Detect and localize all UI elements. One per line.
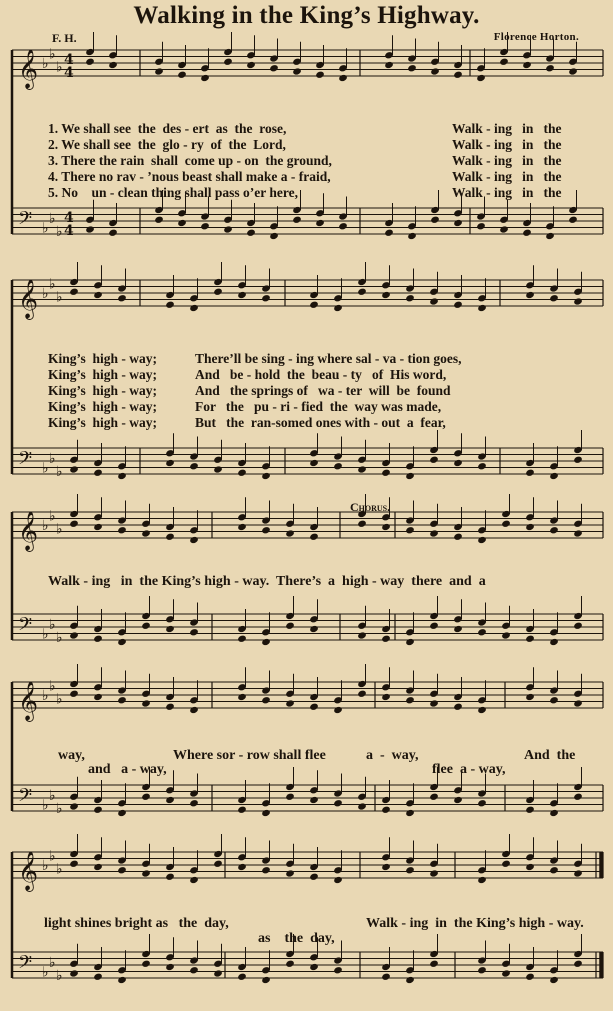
flat-icon: ♭ — [42, 797, 49, 814]
notehead — [117, 638, 127, 646]
notehead — [189, 462, 199, 470]
notehead — [285, 960, 295, 968]
notehead — [189, 799, 199, 807]
notehead — [200, 74, 210, 82]
notehead — [154, 216, 164, 224]
notehead — [477, 706, 487, 714]
notehead — [292, 67, 302, 75]
verse-4-line-2a: King’s high - way; — [48, 399, 158, 414]
notehead — [549, 526, 559, 534]
notehead — [189, 628, 199, 636]
flat-icon: ♭ — [49, 276, 56, 293]
verse-5-line-2b: But the ran-somed ones with - out a fear, — [195, 415, 446, 430]
notehead — [405, 472, 415, 480]
flat-icon: ♭ — [56, 800, 63, 817]
notehead — [405, 866, 415, 874]
notehead — [453, 459, 463, 467]
notehead — [315, 219, 325, 227]
flat-icon: ♭ — [49, 616, 56, 633]
notehead — [357, 690, 367, 698]
notehead — [405, 976, 415, 984]
notehead — [237, 291, 247, 299]
notehead — [93, 291, 103, 299]
notehead — [549, 866, 559, 874]
notehead — [453, 703, 463, 711]
notehead — [237, 523, 247, 531]
notehead — [165, 533, 175, 541]
notehead — [189, 966, 199, 974]
flat-icon: ♭ — [56, 967, 63, 984]
notehead — [384, 229, 394, 237]
notehead — [237, 973, 247, 981]
notehead — [93, 693, 103, 701]
notehead — [117, 809, 127, 817]
flat-icon: ♭ — [42, 964, 49, 981]
notehead — [549, 696, 559, 704]
notehead — [165, 963, 175, 971]
notehead — [141, 793, 151, 801]
notehead — [453, 301, 463, 309]
flat-icon: ♭ — [42, 688, 49, 704]
flat-icon: ♭ — [56, 463, 63, 480]
chorus-line-2b: Where sor - row shall flee — [173, 748, 326, 763]
bass-clef-icon: 𝄢 — [18, 208, 33, 234]
notehead — [357, 520, 367, 528]
flat-icon: ♭ — [49, 46, 56, 63]
flat-icon: ♭ — [42, 858, 49, 874]
flat-icon: ♭ — [56, 861, 63, 878]
notehead — [154, 67, 164, 75]
notehead — [189, 706, 199, 714]
chorus-line-2a: way, — [58, 748, 85, 763]
notehead — [261, 809, 271, 817]
chorus-label: Chorus. — [350, 500, 391, 514]
notehead — [177, 219, 187, 227]
flat-icon: ♭ — [56, 223, 63, 240]
notehead — [246, 61, 256, 69]
notehead — [285, 699, 295, 707]
treble-clef-icon: 𝄞 — [18, 49, 39, 89]
flat-icon: ♭ — [42, 286, 49, 302]
hymn-title: Walking in the King’s Highway. — [133, 2, 480, 29]
bass-clef-icon: 𝄢 — [18, 448, 33, 474]
notehead — [315, 71, 325, 79]
notehead — [333, 462, 343, 470]
notehead — [405, 294, 415, 302]
time-signature: 4 — [64, 65, 74, 81]
notehead — [525, 863, 535, 871]
notehead — [477, 536, 487, 544]
notehead — [525, 806, 535, 814]
verse-1-line-1: 1. We shall see the des - ert as the rose, — [48, 121, 287, 136]
notehead — [213, 465, 223, 473]
verse-4-line-1-end: Walk - ing in the — [452, 169, 562, 184]
notehead — [407, 64, 417, 72]
lyricist-credit: Florence Horton. — [493, 31, 579, 43]
notehead — [165, 703, 175, 711]
notehead — [141, 699, 151, 707]
notehead — [108, 229, 118, 237]
notehead — [200, 222, 210, 230]
notehead — [453, 219, 463, 227]
notehead — [117, 976, 127, 984]
notehead — [261, 472, 271, 480]
notehead — [453, 625, 463, 633]
chorus-line-2d: And the — [524, 748, 576, 763]
notehead — [573, 869, 583, 877]
notehead — [430, 67, 440, 75]
notehead — [381, 806, 391, 814]
notehead — [223, 225, 233, 233]
flat-icon: ♭ — [49, 787, 56, 804]
notehead — [549, 294, 559, 302]
notehead — [285, 793, 295, 801]
chorus-line-3a: light shines bright as the day, — [44, 916, 229, 931]
notehead — [261, 526, 271, 534]
notehead — [573, 793, 583, 801]
notehead — [429, 960, 439, 968]
notehead — [269, 64, 279, 72]
chorus-line-3b: Walk - ing in the King’s high - way. — [366, 916, 584, 931]
notehead — [285, 869, 295, 877]
notehead — [93, 635, 103, 643]
notehead — [357, 802, 367, 810]
notehead — [525, 469, 535, 477]
flat-icon: ♭ — [42, 518, 49, 534]
flat-icon: ♭ — [56, 59, 63, 76]
verse-5-line-1: 5. No un - clean thing shall pass o’er here, — [48, 185, 299, 200]
notehead — [285, 529, 295, 537]
notehead — [309, 963, 319, 971]
notehead — [165, 301, 175, 309]
notehead — [237, 635, 247, 643]
notehead — [165, 796, 175, 804]
notehead — [429, 456, 439, 464]
notehead — [117, 866, 127, 874]
verse-2-line-1-end: Walk - ing in the — [452, 137, 562, 152]
notehead — [213, 288, 223, 296]
notehead — [476, 222, 486, 230]
notehead — [429, 699, 439, 707]
notehead — [285, 622, 295, 630]
notehead — [333, 966, 343, 974]
notehead — [269, 232, 279, 240]
notehead — [525, 635, 535, 643]
notehead — [69, 631, 79, 639]
notehead — [430, 216, 440, 224]
notehead — [381, 863, 391, 871]
notehead — [499, 225, 509, 233]
time-signature: 4 — [64, 223, 74, 239]
notehead — [381, 635, 391, 643]
notehead — [429, 793, 439, 801]
notehead — [333, 799, 343, 807]
notehead — [477, 799, 487, 807]
verse-3-line-2b: And the springs of wa - ter will be found — [195, 383, 451, 398]
notehead — [429, 297, 439, 305]
notehead — [93, 806, 103, 814]
notehead — [477, 304, 487, 312]
notehead — [381, 469, 391, 477]
notehead — [477, 628, 487, 636]
treble-clef-icon: 𝄞 — [18, 681, 39, 721]
notehead — [189, 876, 199, 884]
notehead — [501, 860, 511, 868]
notehead — [93, 973, 103, 981]
notehead — [309, 873, 319, 881]
bass-clef-icon: 𝄢 — [18, 614, 33, 640]
notehead — [501, 520, 511, 528]
notehead — [292, 216, 302, 224]
notehead — [357, 631, 367, 639]
notehead — [309, 301, 319, 309]
flat-icon: ♭ — [42, 460, 49, 477]
verse-1-line-1-end: Walk - ing in the — [452, 121, 562, 136]
notehead — [108, 61, 118, 69]
notehead — [573, 960, 583, 968]
flat-icon: ♭ — [49, 954, 56, 971]
notehead — [213, 860, 223, 868]
notehead — [165, 625, 175, 633]
notehead — [573, 622, 583, 630]
notehead — [429, 529, 439, 537]
notehead — [573, 297, 583, 305]
time-signature: 4 — [64, 52, 74, 68]
notehead — [237, 806, 247, 814]
notehead — [333, 304, 343, 312]
verse-3-line-1-end: Walk - ing in the — [452, 153, 562, 168]
notehead — [69, 969, 79, 977]
notehead — [477, 966, 487, 974]
notehead — [499, 58, 509, 66]
notehead — [357, 288, 367, 296]
notehead — [223, 58, 233, 66]
notehead — [165, 459, 175, 467]
flat-icon: ♭ — [56, 289, 63, 306]
notehead — [525, 973, 535, 981]
notehead — [93, 523, 103, 531]
flat-icon: ♭ — [49, 848, 56, 865]
notehead — [333, 706, 343, 714]
notehead — [141, 960, 151, 968]
notehead — [69, 520, 79, 528]
verse-2-line-1: 2. We shall see the glo - ry of the Lord, — [48, 137, 286, 152]
notehead — [117, 526, 127, 534]
notehead — [309, 625, 319, 633]
notehead — [117, 472, 127, 480]
notehead — [69, 690, 79, 698]
chorus-line-2f: flee a - way, — [432, 762, 506, 777]
notehead — [85, 225, 95, 233]
notehead — [549, 472, 559, 480]
notehead — [177, 71, 187, 79]
notehead — [573, 456, 583, 464]
notehead — [573, 529, 583, 537]
notehead — [141, 869, 151, 877]
notehead — [117, 696, 127, 704]
notehead — [261, 696, 271, 704]
notehead — [117, 294, 127, 302]
notehead — [522, 229, 532, 237]
notehead — [189, 536, 199, 544]
notehead — [165, 873, 175, 881]
flat-icon: ♭ — [49, 678, 56, 695]
notehead — [261, 976, 271, 984]
notehead — [237, 693, 247, 701]
notehead — [549, 809, 559, 817]
notehead — [453, 71, 463, 79]
flat-icon: ♭ — [49, 508, 56, 525]
notehead — [525, 523, 535, 531]
notehead — [525, 291, 535, 299]
verse-3-line-2a: King’s high - way; — [48, 383, 158, 398]
notehead — [309, 703, 319, 711]
flat-icon: ♭ — [49, 450, 56, 467]
notehead — [545, 64, 555, 72]
notehead — [381, 693, 391, 701]
notehead — [261, 866, 271, 874]
notehead — [69, 802, 79, 810]
notehead — [141, 622, 151, 630]
notehead — [429, 869, 439, 877]
notehead — [237, 863, 247, 871]
notehead — [384, 61, 394, 69]
bass-clef-icon: 𝄢 — [18, 785, 33, 811]
notehead — [407, 232, 417, 240]
flat-icon: ♭ — [56, 629, 63, 646]
notehead — [69, 860, 79, 868]
chorus-line-3c: as the day, — [258, 931, 335, 946]
notehead — [476, 74, 486, 82]
flat-icon: ♭ — [49, 210, 56, 227]
flat-icon: ♭ — [42, 626, 49, 643]
notehead — [69, 465, 79, 473]
notehead — [501, 969, 511, 977]
notehead — [453, 533, 463, 541]
verse-3-line-1: 3. There the rain shall come up - on the ground, — [48, 153, 332, 168]
notehead — [549, 638, 559, 646]
notehead — [549, 976, 559, 984]
flat-icon: ♭ — [42, 220, 49, 237]
verse-4-line-2b: For the pu - ri - fied the way was made, — [195, 399, 442, 414]
chorus-line-2e: and a - way, — [88, 762, 167, 777]
notehead — [69, 288, 79, 296]
treble-clef-icon: 𝄞 — [18, 851, 39, 891]
notehead — [93, 863, 103, 871]
chorus-line-1: Walk - ing in the King’s high - way. There’s a high - way there and a — [48, 574, 486, 589]
flat-icon: ♭ — [56, 521, 63, 538]
notehead — [573, 699, 583, 707]
notehead — [93, 469, 103, 477]
notehead — [85, 58, 95, 66]
chorus-line-2c: a - way, — [366, 748, 419, 763]
notehead — [405, 526, 415, 534]
notehead — [237, 469, 247, 477]
notehead — [405, 809, 415, 817]
notehead — [405, 696, 415, 704]
notehead — [453, 796, 463, 804]
notehead — [381, 291, 391, 299]
notehead — [333, 876, 343, 884]
notehead — [141, 529, 151, 537]
notehead — [309, 459, 319, 467]
notehead — [568, 216, 578, 224]
verse-5-line-1-end: Walk - ing in the — [452, 185, 562, 200]
verse-4-line-1: 4. There no rav - ’nous beast shall make a - fraid, — [48, 169, 331, 184]
time-signature: 4 — [64, 210, 74, 226]
flat-icon: ♭ — [56, 691, 63, 708]
notehead — [405, 638, 415, 646]
notehead — [189, 304, 199, 312]
notehead — [381, 523, 391, 531]
flat-icon: ♭ — [42, 56, 49, 72]
notehead — [338, 222, 348, 230]
treble-clef-icon: 𝄞 — [18, 279, 39, 319]
notehead — [477, 876, 487, 884]
notehead — [568, 67, 578, 75]
verse-5-line-2a: King’s high - way; — [48, 415, 158, 430]
notehead — [501, 631, 511, 639]
notehead — [522, 61, 532, 69]
notehead — [309, 533, 319, 541]
notehead — [381, 973, 391, 981]
notehead — [213, 969, 223, 977]
bass-clef-icon: 𝄢 — [18, 952, 33, 978]
notehead — [309, 796, 319, 804]
notehead — [357, 465, 367, 473]
notehead — [525, 693, 535, 701]
treble-clef-icon: 𝄞 — [18, 511, 39, 551]
notehead — [338, 74, 348, 82]
notehead — [477, 462, 487, 470]
verse-2-line-2a: King’s high - way; — [48, 367, 158, 382]
notehead — [545, 232, 555, 240]
notehead — [429, 622, 439, 630]
verse-2-line-2b: And be - hold the beau - ty of His word, — [195, 367, 447, 382]
notehead — [261, 638, 271, 646]
composer-credit: F. H. — [52, 31, 77, 45]
notehead — [246, 229, 256, 237]
notehead — [261, 294, 271, 302]
verse-1-line-2a: King’s high - way; — [48, 351, 158, 366]
verse-1-line-2b: There’ll be sing - ing where sal - va - tion goes, — [195, 351, 462, 366]
